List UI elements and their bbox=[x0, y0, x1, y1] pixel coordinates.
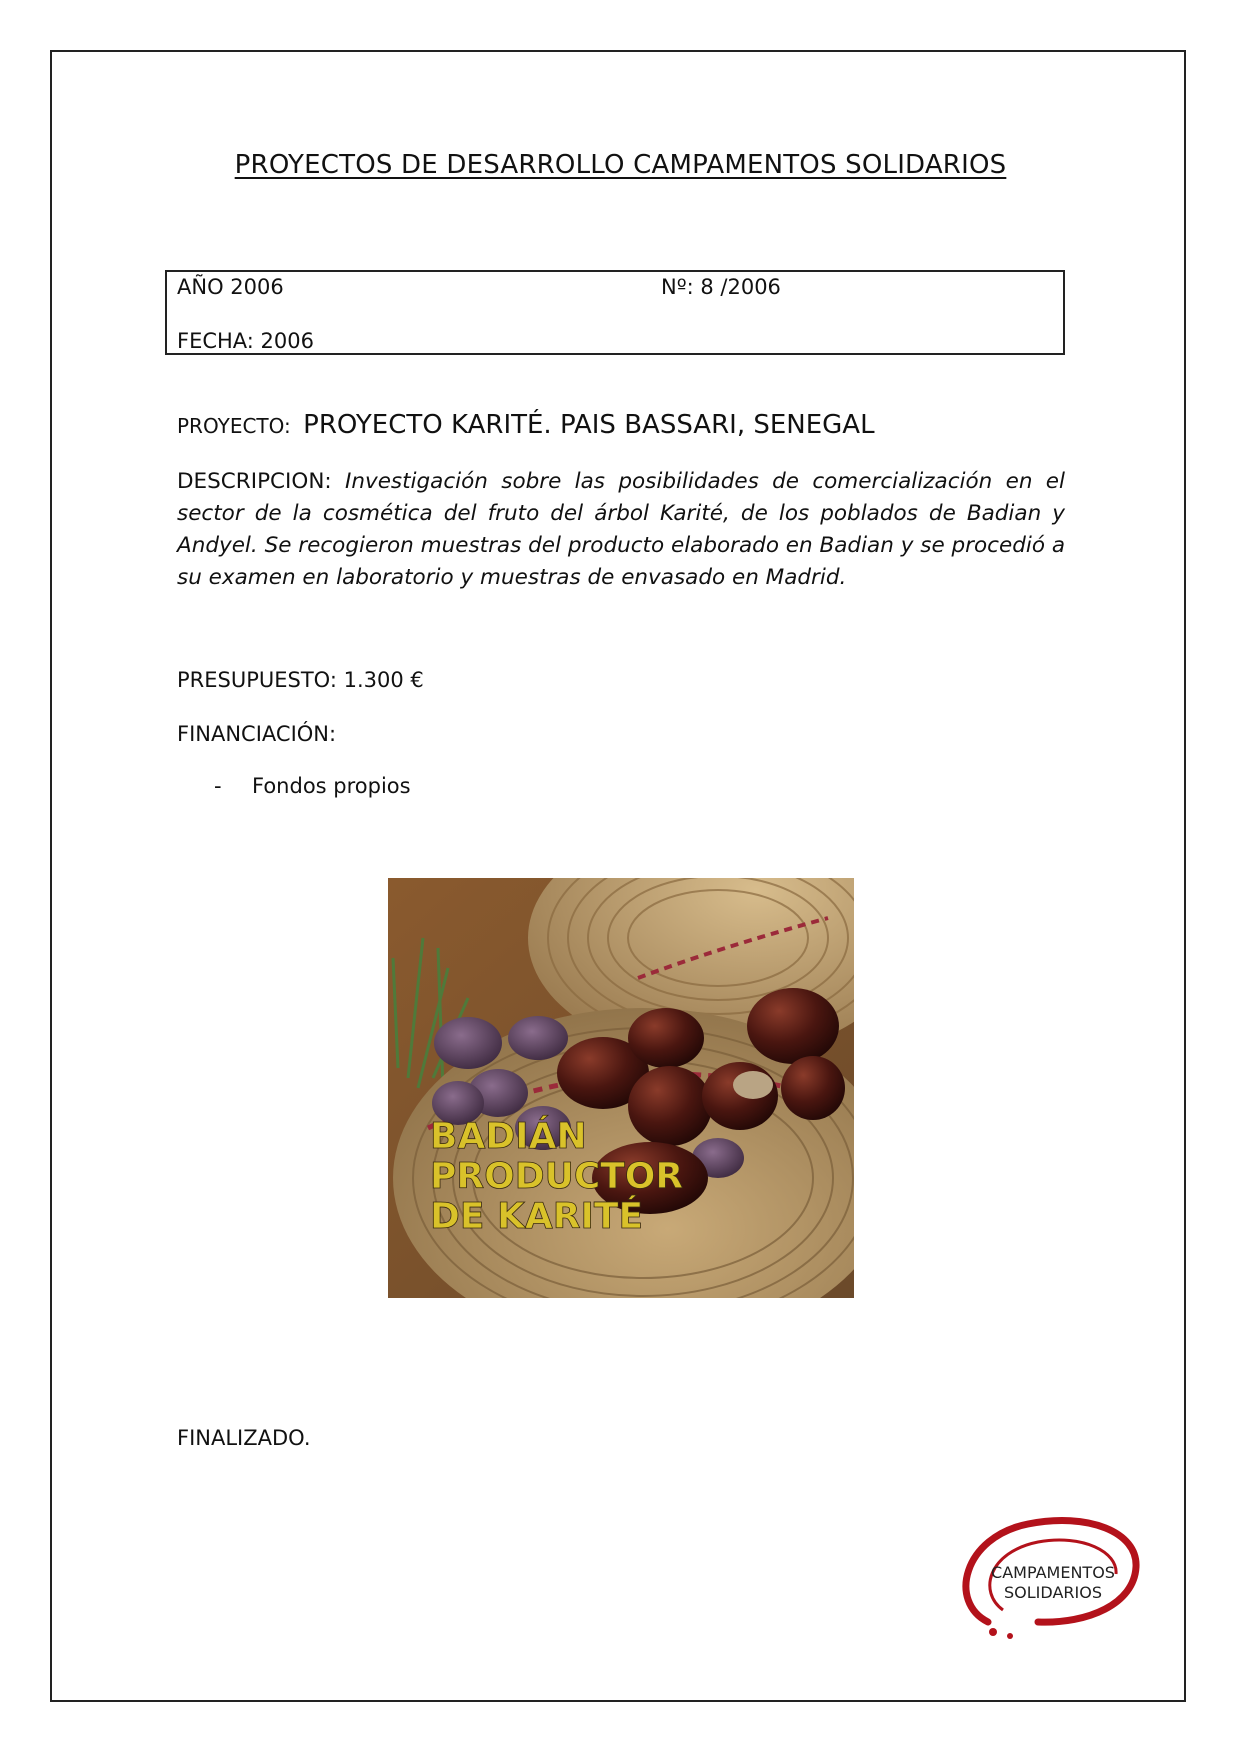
nut-shape bbox=[702, 1062, 778, 1130]
cracked-nut-shape bbox=[733, 1071, 773, 1099]
financing-label: FINANCIACIÓN: bbox=[177, 722, 337, 746]
project-info-box bbox=[165, 270, 1065, 355]
date-field: FECHA: 2006 bbox=[177, 329, 314, 353]
description-block bbox=[177, 466, 1065, 594]
description-label: DESCRIPCION: bbox=[177, 469, 332, 494]
shell-shape bbox=[508, 1016, 568, 1060]
logo-dot-shape bbox=[1007, 1633, 1013, 1639]
logo-text-line-2: SOLIDARIOS bbox=[1004, 1583, 1102, 1602]
project-label: PROYECTO: bbox=[177, 414, 291, 438]
project-name: PROYECTO KARITÉ. PAIS BASSARI, SENEGAL bbox=[303, 410, 875, 440]
funding-item-text: Fondos propios bbox=[252, 774, 411, 798]
year-field: AÑO 2006 bbox=[177, 275, 284, 299]
budget-line: PRESUPUESTO: 1.300 € bbox=[177, 668, 424, 692]
description-text: Investigación sobre las posibilidades de comercialización en el sector de la cosmética del fruto del árbol Karité, de los poblados de Badian y Andyel. Se recogieron muestras del producto elaborado en Badian y se procedió a su examen en laboratorio y muestras de envasado en Madrid. bbox=[177, 469, 1065, 590]
nut-shape bbox=[781, 1056, 845, 1120]
project-number-field: Nº: 8 /2006 bbox=[661, 275, 781, 299]
logo-dot-shape bbox=[989, 1628, 997, 1636]
nut-shape bbox=[628, 1008, 704, 1068]
caption-line-1: BADIÁN bbox=[430, 1116, 587, 1157]
funding-list-item bbox=[214, 774, 411, 798]
campamentos-solidarios-logo bbox=[958, 1512, 1144, 1642]
nut-shape bbox=[747, 988, 839, 1064]
nut-shape bbox=[628, 1066, 712, 1146]
caption-line-2: PRODUCTOR bbox=[430, 1156, 684, 1197]
list-bullet: - bbox=[214, 774, 222, 798]
logo-text-line-1: CAMPAMENTOS bbox=[991, 1563, 1115, 1582]
project-line bbox=[177, 410, 875, 440]
page-title: PROYECTOS DE DESARROLLO CAMPAMENTOS SOLIDARIOS bbox=[234, 150, 1007, 180]
shell-shape bbox=[434, 1017, 502, 1069]
karite-photo bbox=[388, 878, 854, 1298]
caption-line-3: DE KARITÉ bbox=[430, 1196, 644, 1237]
status-text: FINALIZADO. bbox=[177, 1426, 311, 1450]
